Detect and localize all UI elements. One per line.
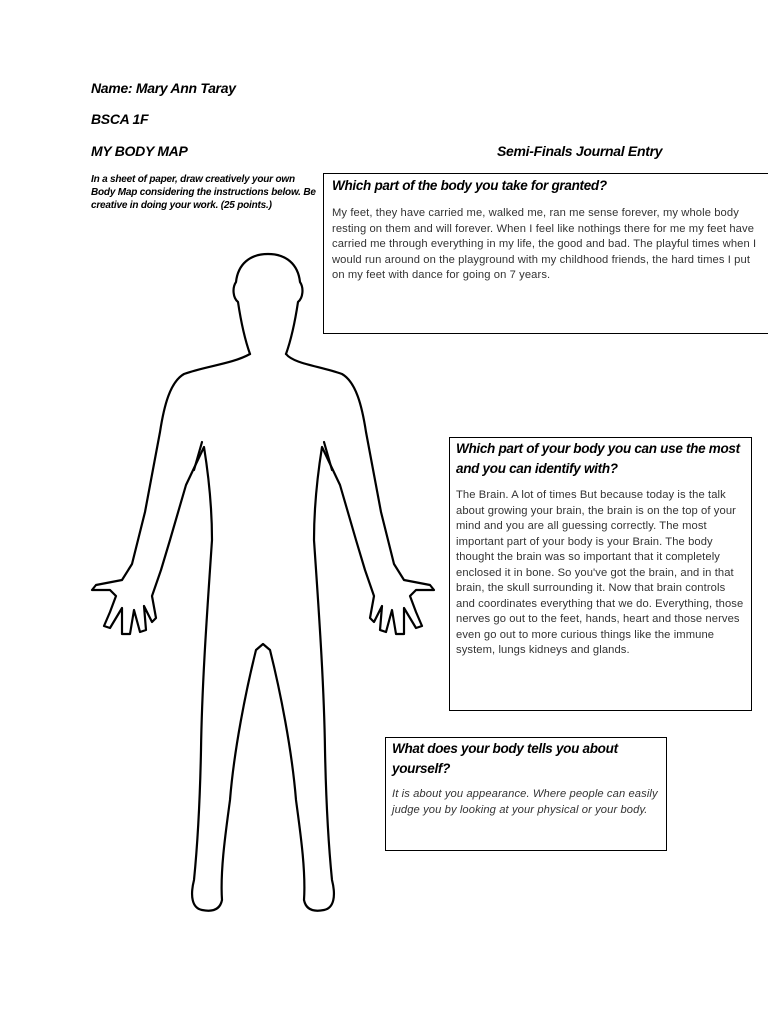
page-title: MY BODY MAP: [91, 143, 188, 159]
answer-text: My feet, they have carried me, walked me, ran me sense forever, my whole body resting on them and will forever. When I feel like nothings there for me my feet have carried me through everything in my life, the good and bad. The playful times when I would run around on the playground with my childhood friends, the hard times I put on my feet with dance for going on 7 years.: [332, 207, 757, 281]
question-heading: What does your body tells you about yourself?: [392, 741, 618, 776]
question-heading: Which part of the body you take for granted?: [332, 178, 607, 193]
question-box-most-used-part: [449, 437, 752, 711]
course-section: BSCA 1F: [91, 111, 149, 127]
answer-text: It is about you appearance. Where people can easily judge you by looking at your physical or your body.: [392, 788, 658, 816]
question-box-body-tells-you: [385, 737, 667, 851]
instructions-text: In a sheet of paper, draw creatively your own Body Map considering the instructions below. Be creative in doing your work. (25 points.): [91, 174, 316, 211]
page-subtitle: Semi-Finals Journal Entry: [497, 143, 663, 159]
answer-text: The Brain. A lot of times But because today is the talk about growing your brain, the brain is on the top of your mind and you are all guessing correctly. The most important part of your body is your Brain. The body thought the brain was so important that it completely enclosed it in bone. So you've got the brain, and in that brain, the skull surrounding it. Now that brain controls and coordinates everything that we do. Everything, those nerves go out to the feet, hands, heart and those nerves even go out to more curious things like the immune system, lungs kidneys and glands.: [456, 489, 744, 656]
question-heading: Which part of your body you can use the most and you can identify with?: [456, 441, 740, 476]
question-box-taken-for-granted: [323, 173, 768, 334]
student-name: Name: Mary Ann Taray: [91, 80, 236, 96]
body-outline-drawing: [60, 240, 460, 960]
